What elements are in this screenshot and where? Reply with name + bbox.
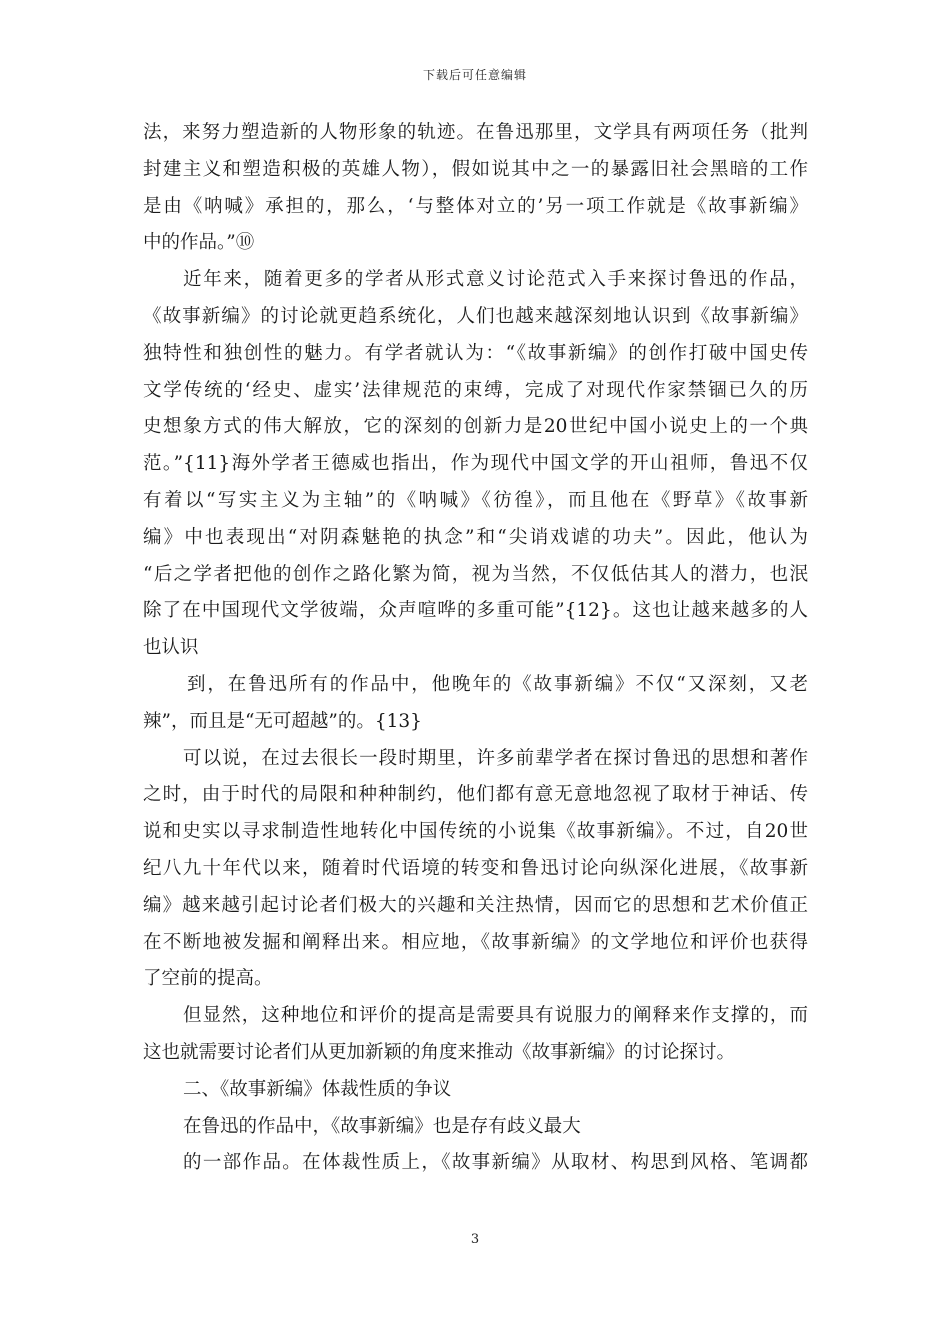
page-number: 3 xyxy=(470,1232,480,1247)
text-line: 近年来，随着更多的学者从形式意义讨论范式入手来探讨鲁迅的作品， xyxy=(183,269,808,291)
text-line: 独特性和独创性的魅力。有学者就认为：“《故事新编》的创作打破中国史传 xyxy=(143,342,808,364)
text-line: 中的作品。”⑩ xyxy=(143,232,255,254)
text-line: 史想象方式的伟大解放，它的深刻的创新力是20世纪中国小说史上的一个典 xyxy=(143,416,808,438)
text-line: 除了在中国现代文学彼端，众声喧哗的多重可能”{12}。这也让越来越多的人 xyxy=(143,600,808,622)
text-line: 有着以“写实主义为主轴”的《呐喊》《彷徨》，而且他在《野草》《故事新 xyxy=(143,489,808,511)
text-line: 到，在鲁迅所有的作品中，他晚年的《故事新编》不仅“又深刻，又老 xyxy=(187,673,808,695)
text-line: 之时，由于时代的局限和种种制约，他们都有意无意地忽视了取材于神话、传 xyxy=(143,784,808,806)
text-line: 但显然，这种地位和评价的提高是需要具有说服力的阐释来作支撑的，而 xyxy=(183,1005,808,1027)
text-line: 法，来努力塑造新的人物形象的轨迹。在鲁迅那里，文学具有两项任务（批判 xyxy=(143,122,808,143)
text-line: 是由《呐喊》承担的，那么，‘与整体对立的’另一项工作就是《故事新编》 xyxy=(143,195,808,217)
text-line: 在不断地被发掘和阐释出来。相应地，《故事新编》的文学地位和评价也获得 xyxy=(143,931,808,953)
text-line: 文学传统的‘经史、虚实’法律规范的束缚，完成了对现代作家禁锢已久的历 xyxy=(143,379,808,401)
text-line: 可以说，在过去很长一段时期里，许多前辈学者在探讨鲁迅的思想和著作 xyxy=(183,747,808,769)
text-line: 辣”，而且是“无可超越”的。{13} xyxy=(143,710,422,732)
text-line: 《故事新编》的讨论就更趋系统化，人们也越来越深刻地认识到《故事新编》 xyxy=(143,305,808,327)
text-line: 范。”{11}海外学者王德威也指出，作为现代中国文学的开山祖师，鲁迅不仅 xyxy=(143,453,808,475)
page-header: 下载后可任意编辑 xyxy=(422,68,527,82)
text-line: 这也就需要讨论者们从更加新颖的角度来推动《故事新编》的讨论探讨。 xyxy=(143,1041,736,1063)
text-line: 的一部作品。在体裁性质上，《故事新编》从取材、构思到风格、笔调都 xyxy=(183,1152,808,1174)
text-line: 也认识 xyxy=(143,637,199,659)
text-line: 纪八九十年代以来，随着时代语境的转变和鲁迅讨论向纵深化进展，《故事新 xyxy=(143,857,808,879)
text-line: 二、《故事新编》体裁性质的争议 xyxy=(183,1078,452,1100)
body-text xyxy=(143,115,808,1182)
text-line: 编》中也表现出“对阴森魅艳的执念”和“尖诮戏谑的功夫”。因此，他认为 xyxy=(143,526,808,548)
text-line: “后之学者把他的创作之路化繁为简，视为当然，不仅低估其人的潜力，也泯 xyxy=(143,563,808,585)
text-line: 编》越来越引起讨论者们极大的兴趣和关注热情，因而它的思想和艺术价值正 xyxy=(143,894,808,916)
text-line: 了空前的提高。 xyxy=(143,968,273,990)
text-line: 在鲁迅的作品中，《故事新编》也是存有歧义最大 xyxy=(183,1115,581,1137)
text-line: 封建主义和塑造积极的英雄人物），假如说其中之一的暴露旧社会黑暗的工作 xyxy=(143,158,808,180)
text-line: 说和史实以寻求制造性地转化中国传统的小说集《故事新编》。不过，自20世 xyxy=(143,821,808,843)
